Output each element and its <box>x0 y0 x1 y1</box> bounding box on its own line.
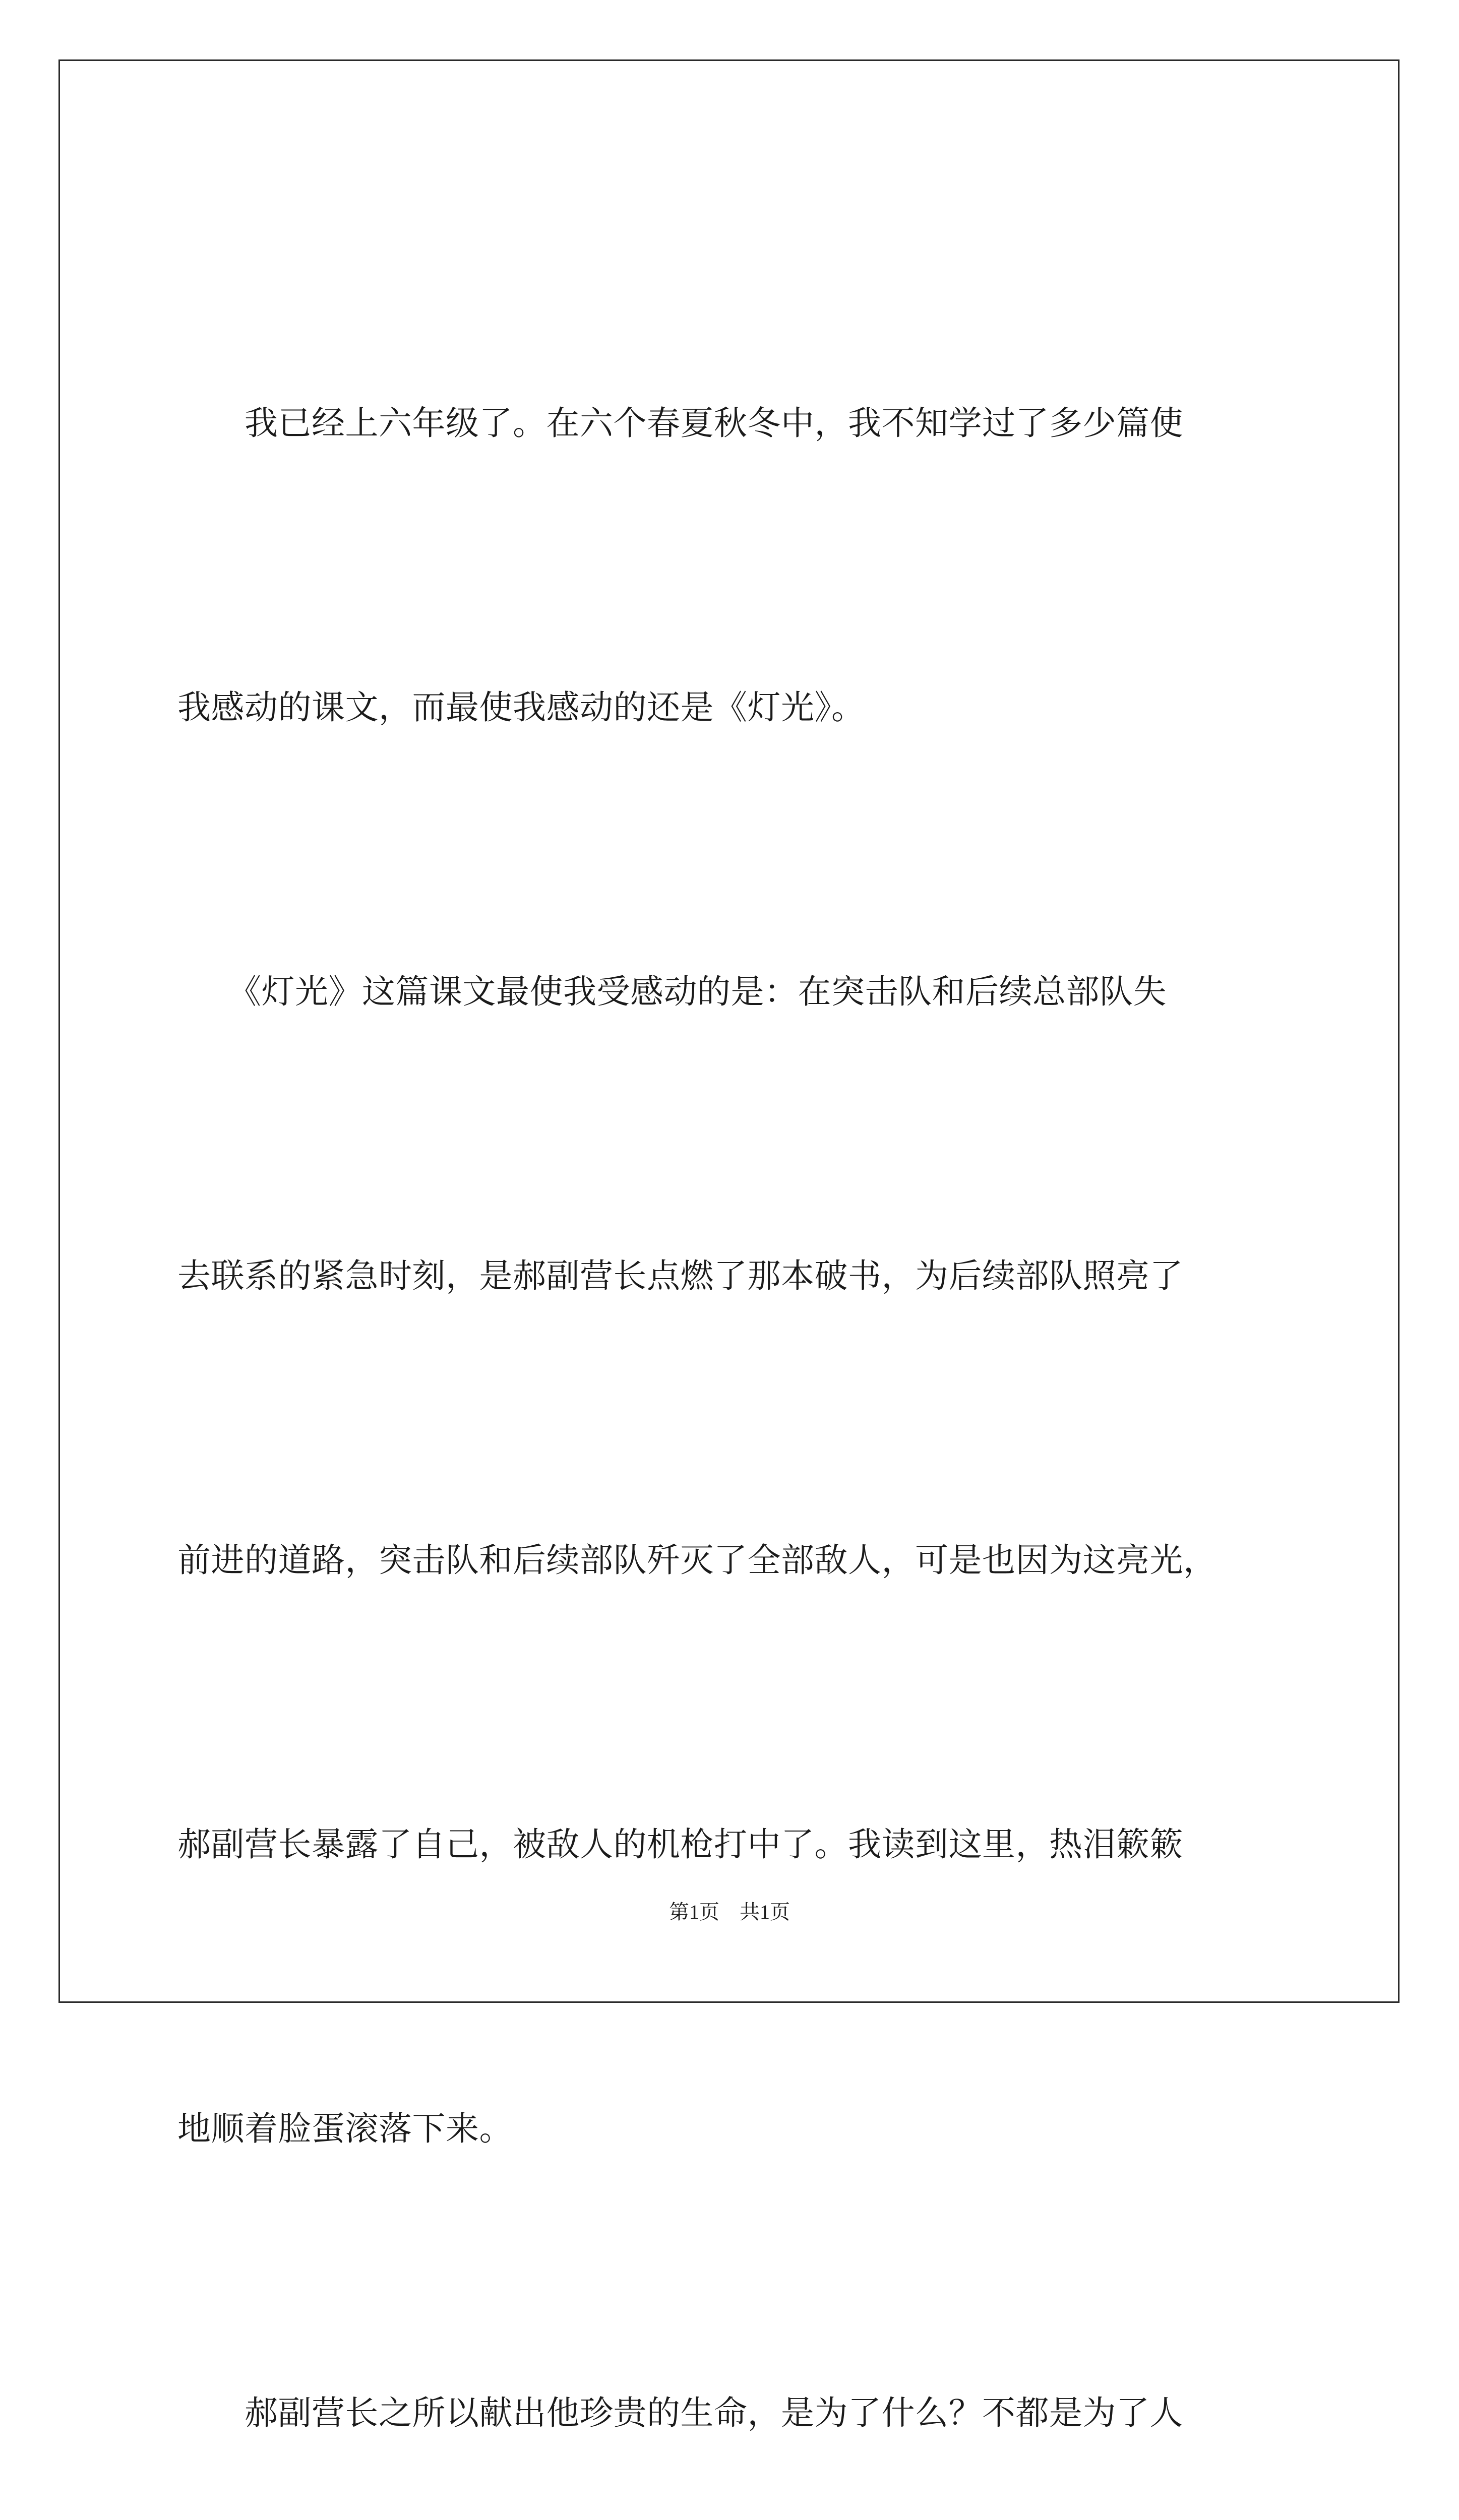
text-line: 郝副营长暴露了自己，被敌人的机枪打中了。我读到这里，热泪簌簌 <box>177 1825 1183 1864</box>
text-line: 去联系的紧急时刻，是郝副营长点燃了那本破书，为后续部队照亮了 <box>177 1256 1183 1295</box>
page-footer: 第1页 共1页 <box>669 1901 790 1923</box>
text-line: 《灯光》这篇课文最使我受感动的是：在突击队和后续总部队失 <box>177 972 1167 1011</box>
text-line: 我感动的课文，而最使我感动的还是《灯光》。 <box>177 688 865 727</box>
text-line: 郝副营长之所以献出他珍贵的生命，是为了什么？不都是为了人 <box>177 2393 1183 2432</box>
document-body <box>177 186 1282 2520</box>
text-line: 地顺着脸蛋滚落下来。 <box>177 2109 513 2148</box>
text-line: 我已经上六年级了。在六个春夏秋冬中，我不知学过了多少篇使 <box>177 404 1183 443</box>
text-line: 前进的道路，突击队和后续部队歼灭了全部敌人，可是也因为这亮光， <box>177 1541 1217 1580</box>
